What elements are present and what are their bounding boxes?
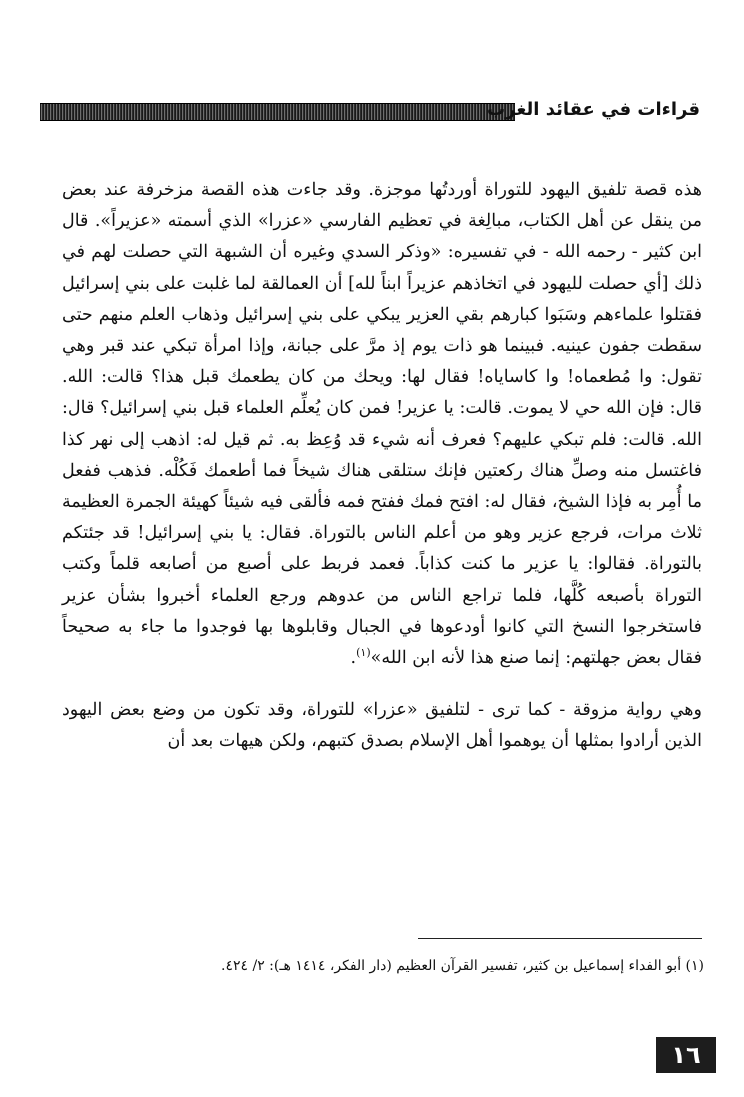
footnote-reference: (١) bbox=[356, 646, 371, 660]
running-header bbox=[40, 93, 700, 137]
footnote: (١) أبو الفداء إسماعيل بن كثير، تفسير القرآن العظيم (دار الفكر، ١٤١٤ هـ): ٢/ ٤٢٤. bbox=[221, 958, 704, 974]
header-title: قراءات في عقائد الغرب bbox=[487, 99, 700, 120]
paragraph-1 bbox=[62, 175, 702, 674]
page-number: ١٦ bbox=[656, 1037, 716, 1073]
header-decorative-bar bbox=[40, 103, 515, 121]
footnote-separator bbox=[418, 938, 702, 939]
main-text bbox=[62, 175, 702, 758]
paragraph-2: وهي رواية مزوقة - كما ترى - لتلفيق «عزرا» للتوراة، وقد تكون من وضع بعض اليهود الذين أرادوا بمثلها أن يوهموا أهل الإسلام بصدق كتبهم، ولكن هيهات بعد أن bbox=[62, 700, 702, 752]
paragraph-1-end: . bbox=[350, 648, 357, 669]
paragraph-1-text: هذه قصة تلفيق اليهود للتوراة أوردتُها موجزة. وقد جاءت هذه القصة مزخرفة عند بعض من ينقل عن أهل الكتاب، مبالِغة في تعظيم الفارسي «عزرا» الذي أسمته «عزيراً». قال ابن كثير - رحمه الله - في تفسيره: «وذكر السدي وغيره أن الشبهة التي حصلت لهم في ذلك [أي حصلت لليهود في اتخاذهم عزيراً ابناً لله] أن العمالقة لما غلبت على بني إسرائيل فقتلوا علماءهم وسَبَوا كبارهم بقي العزير يبكي على بني إسرائيل وذهاب العلم منهم حتى سقطت جفون عينيه. فبينما هو ذات يوم إذ مرَّ على جبانة، وإذا امرأة تبكي عند قبر وهي تقول: وا مُطعماه! وا كاساياه! فقال لها: ويحك من كان يطعمك قبل هذا؟ قالت: الله. قال: فإن الله حي لا يموت. قالت: يا عزير! فمن كان يُعلِّم العلماء قبل بني إسرائيل؟ قال: الله. قالت: فلم تبكي عليهم؟ فعرف أنه شيء قد وُعِظ به. ثم قيل له: اذهب إلى نهر كذا فاغتسل منه وصلِّ هناك ركعتين فإنك ستلقى هناك شيخاً فما أطعمك فَكُلْه. فذهب ففعل ما أُمِر به فإذا الشيخ، فقال له: افتح فمك ففتح فمه فألقى فيه شيئاً كهيئة الجمرة العظيمة ثلاث مرات، فرجع عزير وهو من أعلم الناس بالتوراة. فقال: يا بني إسرائيل! قد جئتكم بالتوراة. فقالوا: يا عزير ما كنت كذاباً. فعمد فربط على أصبع من أصابعه قلماً وكتب التوراة بأصبعه كُلَّها، فلما تراجع الناس من عدوهم ورجع العلماء أخبروا بشأن عزير فاستخرجوا النسخ التي كانوا أودعوها في الجبال وقابلوها بها فوجدوا ما جاء به صحيحاً فقال بعض جهلتهم: إنما صنع هذا لأنه ابن الله» bbox=[62, 180, 702, 669]
